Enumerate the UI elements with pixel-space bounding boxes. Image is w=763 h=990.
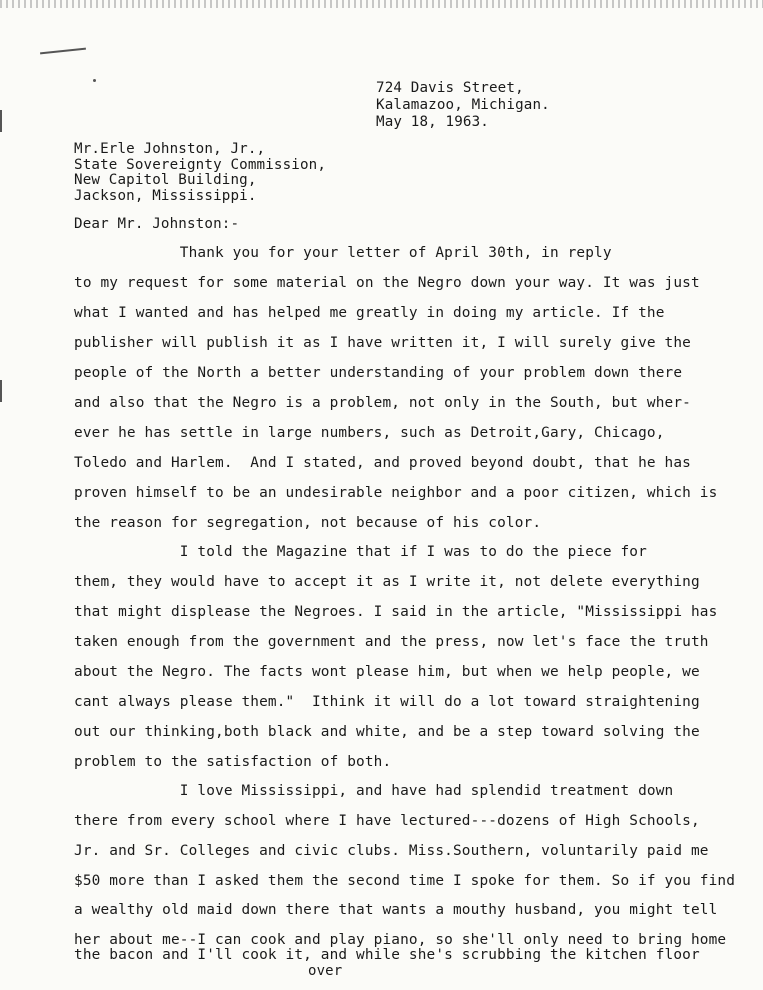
body-line: problem to the satisfaction of both. xyxy=(74,754,392,770)
body-line: cant always please them." Ithink it will do a lot toward straightening xyxy=(74,694,700,710)
body-line: the reason for segregation, not because of his color. xyxy=(74,515,542,531)
body-line: a wealthy old maid down there that wants a mouthy husband, you might tell xyxy=(74,902,718,918)
body-line: the bacon and I'll cook it, and while she's scrubbing the kitchen floor xyxy=(74,947,700,963)
body-line: what I wanted and has helped me greatly in doing my article. If the xyxy=(74,305,665,321)
sender-address-line: 724 Davis Street, xyxy=(376,80,524,96)
body-line: that might displease the Negroes. I said in the article, "Mississippi has xyxy=(74,604,718,620)
stray-ink-dot xyxy=(93,79,96,82)
stray-ink-mark xyxy=(40,48,86,55)
salutation: Dear Mr. Johnston:- xyxy=(74,216,240,232)
body-line: to my request for some material on the Negro down your way. It was just xyxy=(74,275,700,291)
body-line: people of the North a better understanding of your problem down there xyxy=(74,365,683,381)
body-line: Toledo and Harlem. And I stated, and proved beyond doubt, that he has xyxy=(74,455,691,471)
body-line: $50 more than I asked them the second time I spoke for them. So if you find xyxy=(74,873,736,889)
recipient-line: Mr.Erle Johnston, Jr., xyxy=(74,141,266,157)
body-line: her about me--I can cook and play piano, so she'll only need to bring home xyxy=(74,932,727,948)
body-line: I love Mississippi, and have had splendid treatment down xyxy=(74,783,674,799)
body-line: publisher will publish it as I have written it, I will surely give the xyxy=(74,335,691,351)
recipient-line: State Sovereignty Commission, xyxy=(74,156,327,173)
margin-tick xyxy=(0,380,2,402)
body-line: them, they would have to accept it as I write it, not delete everything xyxy=(74,574,700,590)
sender-address-line: Kalamazoo, Michigan. xyxy=(376,97,550,113)
body-line: there from every school where I have lectured---dozens of High Schools, xyxy=(74,813,700,829)
letter-date: May 18, 1963. xyxy=(376,114,489,130)
body-line: proven himself to be an undesirable neighbor and a poor citizen, which is xyxy=(74,485,718,501)
recipient-line: Jackson, Mississippi. xyxy=(74,187,257,204)
body-line: ever he has settle in large numbers, such as Detroit,Gary, Chicago, xyxy=(74,425,665,441)
body-line: out our thinking,both black and white, and be a step toward solving the xyxy=(74,724,700,740)
page-footer-over: over xyxy=(308,963,343,979)
body-line: Thank you for your letter of April 30th, in reply xyxy=(74,245,612,261)
body-line: taken enough from the government and the press, now let's face the truth xyxy=(74,634,709,650)
recipient-line: New Capitol Building, xyxy=(74,172,257,188)
margin-tick xyxy=(0,110,2,132)
body-line: I told the Magazine that if I was to do the piece for xyxy=(74,544,647,560)
scan-top-edge xyxy=(0,0,763,8)
body-line: and also that the Negro is a problem, not only in the South, but wher- xyxy=(74,395,691,411)
body-line: Jr. and Sr. Colleges and civic clubs. Miss.Southern, voluntarily paid me xyxy=(74,843,709,859)
body-line: about the Negro. The facts wont please him, but when we help people, we xyxy=(74,664,700,680)
